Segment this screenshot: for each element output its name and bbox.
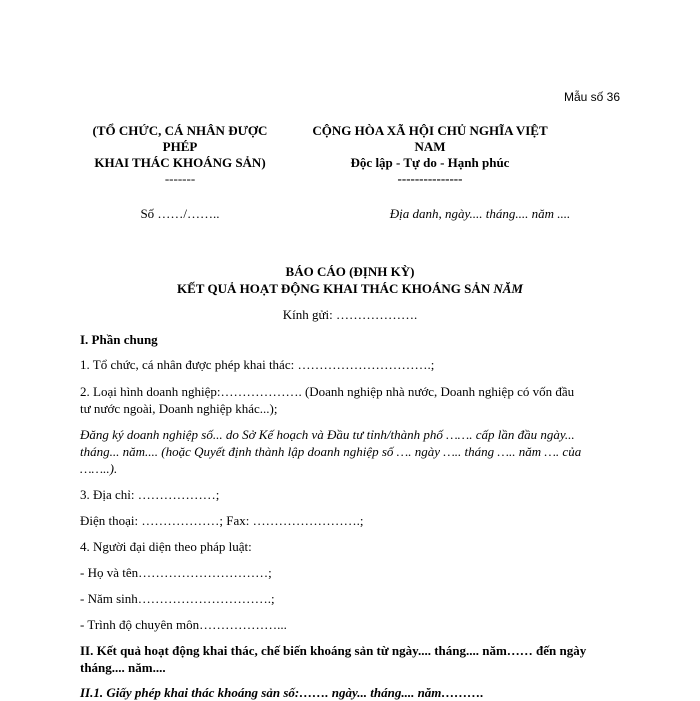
representative-qualification-field: - Trình độ chuyên môn………………...: [80, 617, 287, 632]
report-title-main: KẾT QUẢ HOẠT ĐỘNG KHAI THÁC KHOÁNG SẢN: [176, 281, 494, 296]
section-2-1-license: II.1. Giấy phép khai thác khoáng sản số:……. ngày... tháng.... năm……….: [80, 685, 484, 700]
section-2-heading: II. Kết quả hoạt động khai thác, chế biến khoáng sản từ ngày.... tháng.... năm…… đến ngày: [80, 643, 587, 658]
report-title-line-1: BÁO CÁO (ĐỊNH KỲ): [285, 264, 415, 279]
licensee-field: 1. Tổ chức, cá nhân được phép khai thác: ………………………….;: [80, 357, 435, 372]
report-title: [80, 263, 620, 297]
representative-name-field: - Họ và tên…………………………;: [80, 565, 272, 580]
address-field: 3. Địa chỉ: ………………;: [80, 487, 220, 502]
issuer-header: [80, 123, 280, 187]
recipient: Kính gửi: ……………….: [282, 307, 418, 322]
legal-representative-heading: 4. Người đại diện theo pháp luật:: [80, 539, 252, 554]
section-2-heading-cont: tháng.... năm....: [80, 660, 166, 675]
national-name-line-2: NAM: [414, 139, 446, 154]
national-header: [300, 123, 560, 187]
phone-fax-field: Điện thoại: ………………; Fax: …………………….;: [80, 513, 364, 528]
business-type-field: 2. Loại hình doanh nghiệp:………………. (Doanh nghiệp nhà nước, Doanh nghiệp có vốn đầu: [80, 384, 575, 399]
report-title-line-2: [80, 280, 620, 297]
section-1-heading: I. Phần chung: [80, 332, 158, 347]
place-date: Địa danh, ngày.... tháng.... năm ....: [389, 206, 571, 221]
national-divider: ---------------: [397, 171, 463, 186]
national-name-line-1: CỘNG HÒA XÃ HỘI CHỦ NGHĨA VIỆT: [312, 123, 548, 138]
report-title-year: NĂM: [493, 281, 523, 296]
form-number: Mẫu số 36: [563, 90, 620, 104]
issuer-line-1: (TỔ CHỨC, CÁ NHÂN ĐƯỢC: [92, 123, 268, 138]
business-type-field-cont: tư nước ngoài, Doanh nghiệp khác...);: [80, 401, 278, 416]
registration-note-1: Đăng ký doanh nghiệp số... do Sở Kế hoạch và Đầu tư tỉnh/thành phố ……. cấp lần đầu ngày...: [80, 427, 575, 442]
issuer-line-2: PHÉP: [162, 139, 198, 154]
representative-birth-year-field: - Năm sinh………………………….;: [80, 591, 275, 606]
issuer-line-3: KHAI THÁC KHOÁNG SẢN): [94, 155, 266, 170]
registration-note-3: ……..).: [80, 461, 118, 476]
document-number: Số ……/……..: [140, 206, 220, 221]
issuer-divider: -------: [164, 171, 196, 186]
registration-note-2: tháng... năm.... (hoặc Quyết định thành lập doanh nghiệp số …. ngày ….. tháng ….. năm …. của: [80, 444, 582, 459]
national-motto: Độc lập - Tự do - Hạnh phúc: [350, 155, 510, 170]
